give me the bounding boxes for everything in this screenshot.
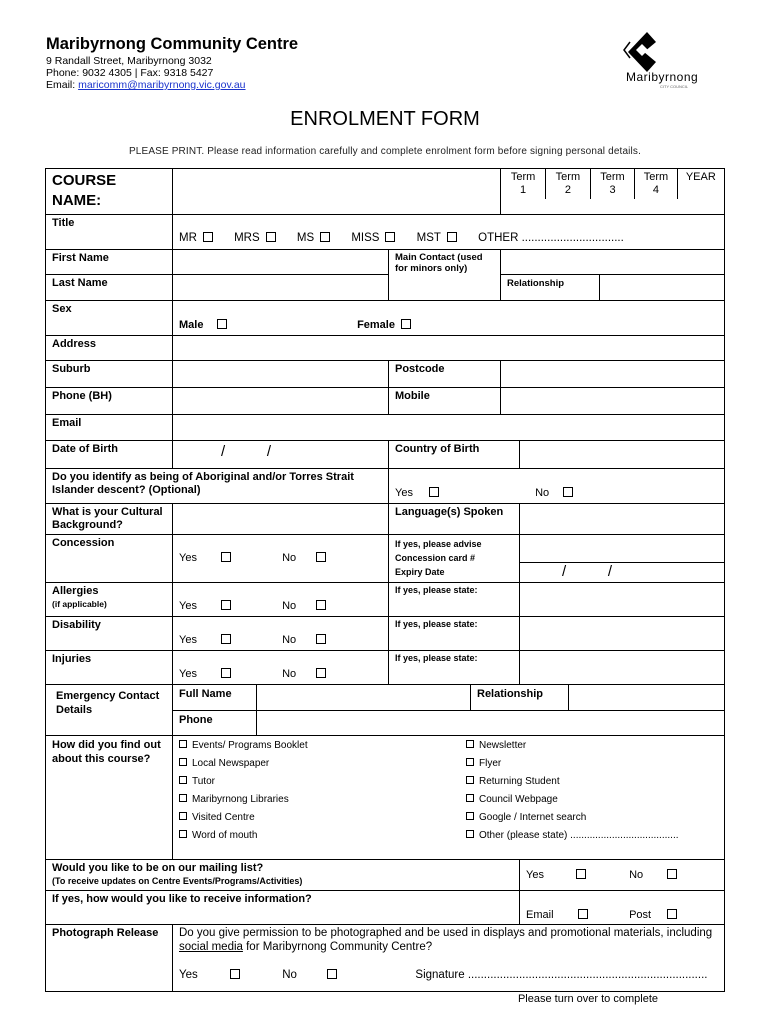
last-name-label: Last Name	[46, 275, 173, 301]
dob-input[interactable]: / /	[173, 441, 389, 469]
hear-about-label: How did you find out about this course?	[46, 736, 173, 860]
first-name-input[interactable]	[173, 250, 389, 275]
logo-text: Maribyrnong	[626, 70, 699, 84]
hear-option[interactable]: Tutor	[179, 776, 466, 788]
disability-no[interactable]: No	[282, 634, 326, 646]
checkbox-icon	[316, 552, 326, 562]
checkbox-icon	[576, 869, 586, 879]
injuries-options	[173, 651, 389, 685]
country-of-birth-label: Country of Birth	[389, 441, 520, 469]
social-media-text: social media	[179, 941, 243, 954]
signature-field[interactable]: Signature ...........................................................................	[415, 968, 708, 981]
concession-details-labels: If yes, please advise Concession card # Expiry Date	[389, 535, 520, 583]
disability-options	[173, 617, 389, 651]
injuries-label: Injuries	[46, 651, 173, 685]
checkbox-icon	[316, 634, 326, 644]
checkbox-icon	[466, 740, 474, 748]
injuries-yes[interactable]: Yes	[179, 668, 279, 681]
languages-input[interactable]	[520, 504, 725, 535]
relationship-label: Relationship	[501, 275, 600, 300]
course-label	[46, 169, 173, 215]
photo-yes[interactable]: Yes	[179, 969, 279, 983]
disability-input[interactable]	[520, 617, 725, 651]
terms-table	[501, 169, 724, 199]
checkbox-icon	[179, 794, 187, 802]
hear-option[interactable]: Council Webpage	[466, 794, 718, 806]
email-input[interactable]	[173, 415, 725, 441]
emergency-phone-label: Phone	[173, 711, 257, 735]
allergies-state-label: If yes, please state:	[389, 583, 520, 617]
org-email-link[interactable]: maricomm@maribyrnong.vic.gov.au	[78, 79, 246, 91]
checkbox-icon	[466, 812, 474, 820]
country-of-birth-input[interactable]	[520, 441, 725, 469]
languages-label: Language(s) Spoken	[389, 504, 520, 535]
phone-bh-label: Phone (BH)	[46, 388, 173, 415]
checkbox-icon	[179, 740, 187, 748]
checkbox-icon	[578, 909, 588, 919]
sex-male[interactable]: Male	[179, 319, 354, 332]
relationship-input[interactable]	[600, 275, 724, 300]
checkbox-icon	[466, 794, 474, 802]
footer-note: Please turn over to complete	[517, 993, 658, 1005]
sex-options	[173, 301, 725, 336]
checkbox-icon	[466, 758, 474, 766]
allergies-no[interactable]: No	[282, 600, 326, 612]
emergency-phone-input[interactable]	[257, 711, 724, 735]
checkbox-icon	[221, 634, 231, 644]
hear-about-options	[173, 736, 725, 860]
checkbox-icon	[401, 319, 411, 329]
mailing-email[interactable]: Email	[526, 909, 626, 922]
hear-option[interactable]: Local Newspaper	[179, 758, 466, 770]
dob-label: Date of Birth	[46, 441, 173, 469]
mailing-question-cell	[46, 860, 520, 891]
title-options	[173, 215, 725, 250]
year-input[interactable]: YEAR	[677, 169, 724, 199]
disability-yes[interactable]: Yes	[179, 634, 279, 647]
photo-no[interactable]: No	[282, 969, 412, 983]
address-label: Address	[46, 336, 173, 361]
hear-option[interactable]: Newsletter	[466, 740, 718, 752]
checkbox-icon	[217, 319, 227, 329]
org-address: 9 Randall Street, Maribyrnong 3032	[46, 55, 212, 67]
emergency-relationship-input[interactable]	[569, 685, 724, 710]
mailing-post[interactable]: Post	[629, 909, 677, 921]
photo-release-label: Photograph Release	[46, 925, 173, 992]
mobile-label: Mobile	[389, 388, 501, 415]
title-mrs[interactable]: MRS	[234, 232, 276, 244]
title-mr[interactable]: MR	[179, 232, 213, 244]
cultural-background-input[interactable]	[173, 504, 389, 535]
last-name-input[interactable]	[173, 275, 389, 301]
aboriginal-yes[interactable]: Yes	[395, 487, 532, 500]
concession-yes[interactable]: Yes	[179, 552, 279, 565]
checkbox-icon	[221, 552, 231, 562]
hear-option[interactable]: Flyer	[466, 758, 718, 770]
course-name-input[interactable]	[173, 169, 501, 215]
address-input[interactable]	[173, 336, 725, 361]
checkbox-icon	[266, 232, 276, 242]
emergency-fields	[173, 685, 725, 736]
checkbox-icon	[466, 830, 474, 838]
emergency-full-name-input[interactable]	[257, 685, 471, 710]
disability-label: Disability	[46, 617, 173, 651]
main-contact-label: Main Contact (used for minors only)	[389, 250, 501, 301]
checkbox-icon	[466, 776, 474, 784]
checkbox-icon	[447, 232, 457, 242]
concession-label: Concession	[46, 535, 173, 583]
postcode-input[interactable]	[501, 361, 725, 388]
injuries-no[interactable]: No	[282, 668, 326, 680]
mailing-yes[interactable]: Yes	[526, 869, 626, 882]
course-label-line1: COURSE	[52, 172, 117, 189]
checkbox-icon	[385, 232, 395, 242]
checkbox-icon	[230, 969, 240, 979]
title-label: Title	[46, 215, 173, 250]
relationship-cell	[501, 275, 725, 301]
checkbox-icon	[327, 969, 337, 979]
allergies-options	[173, 583, 389, 617]
title-mst[interactable]: MST	[417, 232, 457, 244]
mailing-options	[520, 860, 725, 891]
hear-option[interactable]: Maribyrnong Libraries	[179, 794, 466, 806]
checkbox-icon	[203, 232, 213, 242]
photo-release-cell	[173, 925, 725, 992]
checkbox-icon	[320, 232, 330, 242]
concession-no[interactable]: No	[282, 552, 326, 564]
suburb-input[interactable]	[173, 361, 389, 388]
expiry-date-input[interactable]: / /	[562, 563, 613, 581]
allergies-input[interactable]	[520, 583, 725, 617]
instructions: PLEASE PRINT. Please read information carefully and complete enrolment form before signing personal details.	[128, 146, 641, 157]
aboriginal-options	[389, 469, 725, 504]
injuries-state-label: If yes, please state:	[389, 651, 520, 685]
postcode-label: Postcode	[389, 361, 501, 388]
checkbox-icon	[316, 668, 326, 678]
terms-cell	[501, 169, 725, 215]
title-ms[interactable]: MS	[297, 232, 330, 244]
hear-option[interactable]: Events/ Programs Booklet	[179, 740, 466, 752]
sex-label: Sex	[46, 301, 173, 336]
photo-release-question: Do you give permission to be photographed and be used in displays and promotional materials, including social media for Maribyrnong Community Centre?	[179, 927, 713, 954]
checkbox-icon	[563, 487, 573, 497]
allergies-yes[interactable]: Yes	[179, 600, 279, 613]
concession-details-inputs	[520, 535, 725, 583]
org-email-line	[46, 79, 246, 91]
email-label: Email	[46, 415, 173, 441]
hear-option[interactable]: Returning Student	[466, 776, 718, 788]
org-name: Maribyrnong Community Centre	[46, 35, 299, 53]
org-phone-fax: Phone: 9032 4305 | Fax: 9318 5427	[46, 67, 214, 79]
form-title: ENROLMENT FORM	[290, 108, 480, 130]
title-miss[interactable]: MISS	[351, 232, 395, 244]
checkbox-icon	[179, 758, 187, 766]
main-contact-input[interactable]	[501, 250, 725, 275]
aboriginal-no[interactable]: No	[535, 487, 573, 499]
checkbox-icon	[667, 869, 677, 879]
term-4-checkbox[interactable]: Term 4	[635, 169, 677, 199]
checkbox-icon	[179, 830, 187, 838]
concession-options	[173, 535, 389, 583]
checkbox-icon	[667, 909, 677, 919]
course-label-line2: NAME:	[52, 192, 102, 209]
mailing-subtext: (To receive updates on Centre Events/Programs/Activities)	[52, 875, 303, 886]
mailing-question: Would you like to be on our mailing list?	[52, 862, 264, 875]
checkbox-icon	[179, 776, 187, 784]
title-other[interactable]: OTHER ................................	[478, 232, 624, 245]
disability-state-label: If yes, please state:	[389, 617, 520, 651]
mobile-input[interactable]	[501, 388, 725, 415]
mailing-how-question: If yes, how would you like to receive information?	[46, 891, 520, 925]
checkbox-icon	[316, 600, 326, 610]
checkbox-icon	[179, 812, 187, 820]
mailing-method-options	[520, 891, 725, 925]
checkbox-icon	[221, 668, 231, 678]
aboriginal-question: Do you identify as being of Aboriginal and/or Torres Strait Islander descent? (Optional)	[46, 469, 389, 504]
first-name-label: First Name	[46, 250, 173, 275]
logo-subtext: CITY COUNCIL	[660, 84, 689, 89]
suburb-label: Suburb	[46, 361, 173, 388]
phone-bh-input[interactable]	[173, 388, 389, 415]
injuries-input[interactable]	[520, 651, 725, 685]
term-2-checkbox[interactable]: Term 2	[546, 169, 591, 199]
cultural-background-label: What is your Cultural Background?	[46, 504, 173, 535]
hear-option[interactable]: Visited Centre	[179, 812, 466, 824]
term-3-checkbox[interactable]: Term 3	[590, 169, 635, 199]
sex-female[interactable]: Female	[357, 319, 411, 331]
emergency-full-name-label: Full Name	[173, 685, 257, 710]
photo-release-options	[179, 969, 718, 983]
checkbox-icon	[429, 487, 439, 497]
allergies-label: Allergies (if applicable)	[46, 583, 173, 617]
hear-option[interactable]: Other (please state) .......................................	[466, 830, 718, 842]
hear-option[interactable]: Word of mouth	[179, 830, 466, 842]
emergency-relationship-label: Relationship	[471, 685, 569, 710]
term-1-checkbox[interactable]: Term 1	[510, 171, 536, 197]
concession-card-input[interactable]	[520, 535, 724, 563]
mailing-no[interactable]: No	[629, 869, 677, 881]
hear-option[interactable]: Google / Internet search	[466, 812, 718, 824]
emergency-label: Emergency Contact Details	[46, 685, 173, 736]
email-label: Email:	[46, 79, 79, 91]
checkbox-icon	[221, 600, 231, 610]
enrolment-form-table	[45, 168, 725, 992]
